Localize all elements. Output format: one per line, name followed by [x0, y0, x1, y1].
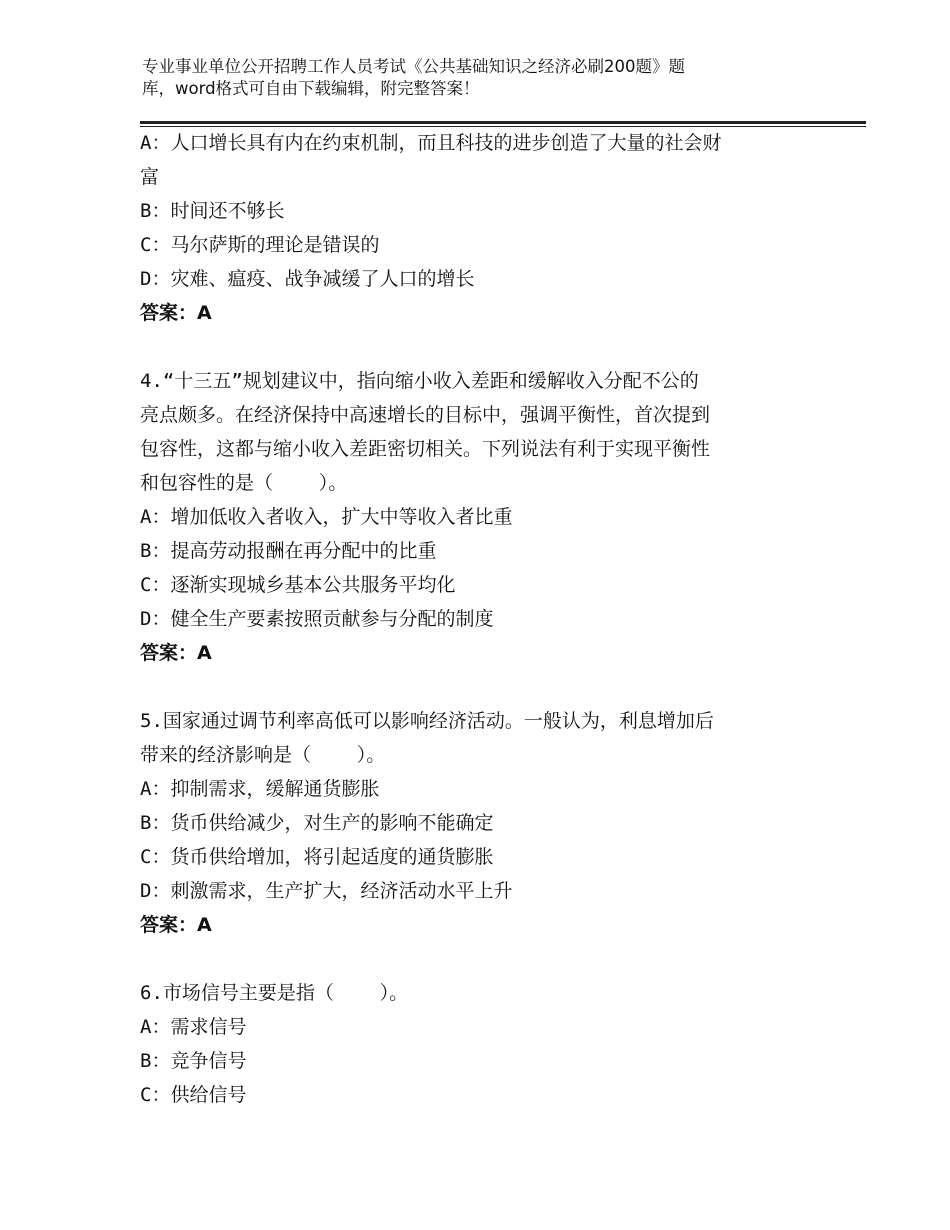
spacer: [140, 670, 840, 704]
option-c: C：逐渐实现城乡基本公共服务平均化: [140, 574, 456, 596]
option-b: B：时间还不够长: [140, 200, 285, 222]
option-b: B：提高劳动报酬在再分配中的比重: [140, 540, 437, 562]
question-5: [140, 704, 840, 942]
header-line-1: 专业事业单位公开招聘工作人员考试《公共基础知识之经济必刷200题》题: [142, 57, 685, 76]
option-c: C：货币供给增加，将引起适度的通货膨胀: [140, 846, 494, 868]
option-d: D：刺激需求，生产扩大，经济活动水平上升: [140, 880, 513, 902]
header-divider-thick: [140, 121, 866, 124]
answer-line: 答案：A: [140, 642, 212, 664]
option-a-continued: 富: [140, 166, 160, 188]
question-stem-line: 亮点颇多。在经济保持中高速增长的目标中，强调平衡性，首次提到: [140, 404, 711, 426]
answer-line: 答案：A: [140, 914, 212, 936]
option-b: B：货币供给减少，对生产的影响不能确定: [140, 812, 494, 834]
option-d: D：灾难、瘟疫、战争减缓了人口的增长: [140, 268, 475, 290]
answer-line: 答案：A: [140, 302, 212, 324]
question-4: [140, 364, 840, 670]
question-stem-line: 4.“十三五”规划建议中，指向缩小收入差距和缓解收入分配不公的: [140, 370, 699, 392]
question-stem-line: 和包容性的是（ ）。: [140, 472, 348, 494]
question-stem-line: 6.市场信号主要是指（ ）。: [140, 982, 409, 1004]
question-6: [140, 976, 840, 1112]
option-a: A：需求信号: [140, 1016, 247, 1038]
question-stem-line: 5.国家通过调节利率高低可以影响经济活动。一般认为，利息增加后: [140, 710, 714, 732]
document-header: [142, 56, 842, 100]
header-line-2: 库，word格式可自由下载编辑，附完整答案！: [142, 79, 480, 98]
spacer: [140, 942, 840, 976]
question-stem-line: 带来的经济影响是（ ）。: [140, 744, 386, 766]
question-stem-line: 包容性，这都与缩小收入差距密切相关。下列说法有利于实现平衡性: [140, 438, 711, 460]
option-b: B：竞争信号: [140, 1050, 247, 1072]
document-body: [140, 126, 840, 1112]
option-a: A：增加低收入者收入，扩大中等收入者比重: [140, 506, 513, 528]
spacer: [140, 330, 840, 364]
option-a: A：人口增长具有内在约束机制，而且科技的进步创造了大量的社会财: [140, 132, 722, 154]
option-c: C：供给信号: [140, 1084, 247, 1106]
question-3-continued: [140, 126, 840, 330]
option-a: A：抑制需求，缓解通货膨胀: [140, 778, 380, 800]
option-c: C：马尔萨斯的理论是错误的: [140, 234, 380, 256]
option-d: D：健全生产要素按照贡献参与分配的制度: [140, 608, 494, 630]
